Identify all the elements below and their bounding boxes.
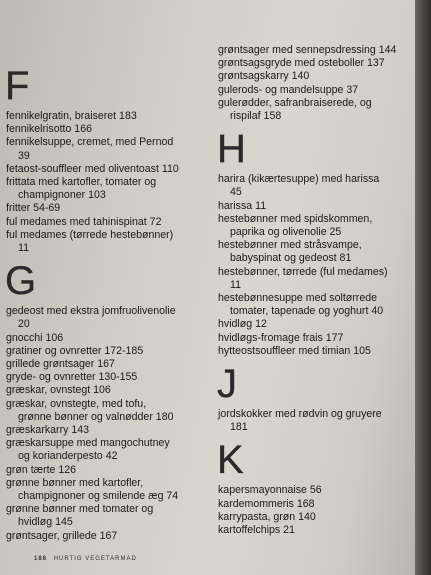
index-entry-continuation: grønne bønner og valnødder 180 (18, 410, 174, 423)
index-entry-text: grøntsagskarry 140 (218, 70, 310, 83)
index-entry-text: grøntsager med sennepsdressing 144 (218, 44, 397, 56)
index-entry-continuation: paprika og olivenolie 25 (230, 226, 342, 239)
index-entry-continuation: babyspinat og gedeost 81 (230, 252, 352, 265)
index-entry (6, 136, 211, 162)
index-entry (218, 239, 414, 265)
index-entry (6, 503, 211, 529)
index-entry-text: frittata med kartofler, tomater og (6, 176, 157, 189)
index-entry-text: hestebønnesuppe med soltørrede (218, 292, 377, 305)
index-entry (6, 123, 211, 136)
index-entry (6, 332, 211, 345)
section-letter: K (217, 438, 244, 483)
index-entry-text: kardemommeris 168 (218, 497, 315, 510)
index-entry (6, 345, 211, 358)
index-entry-text: harissa 11 (218, 199, 267, 212)
index-entry-continuation: 181 (230, 421, 248, 434)
index-entry (218, 200, 414, 213)
index-entry-text: jordskokker med rødvin og gruyere (218, 408, 382, 421)
index-entry-text: grillede grøntsager 167 (6, 358, 115, 371)
index-entry (6, 305, 211, 331)
index-entry (218, 511, 414, 524)
index-entry-text: harira (kikærtesuppe) med harissa (218, 173, 380, 186)
index-entry-text: fennikelrisotto 166 (6, 123, 92, 136)
index-entry-text: gedeost med ekstra jomfruolivenolie (6, 305, 176, 318)
index-entry (218, 84, 414, 97)
index-entry (6, 530, 211, 543)
index-entry-continuation: rispilaf 158 (230, 110, 282, 123)
index-entry-continuation: og korianderpesto 42 (18, 450, 118, 463)
index-entry-text: grønne bønner med tomater og (6, 503, 154, 516)
index-entry-text: gulerods- og mandelsuppe 37 (218, 83, 359, 96)
section-letter: F (5, 64, 30, 108)
section-letter: G (5, 259, 37, 304)
index-entry (218, 292, 414, 318)
index-entry-text: hestebønner med spidskommen, (218, 212, 373, 225)
index-entry-text: gnocchi 106 (6, 331, 64, 344)
index-entry (6, 424, 211, 437)
index-entry (6, 464, 211, 477)
index-entry (6, 398, 211, 424)
index-entry (6, 384, 211, 397)
index-entry (6, 216, 211, 229)
index-entry-continuation: 39 (18, 149, 30, 162)
index-entry (218, 70, 414, 83)
index-entry-text: ful medames (tørrede hestebønner) (6, 228, 174, 241)
index-entry-text: fennikelgratin, braiseret 183 (6, 110, 137, 122)
index-entry-continuation: champignoner og smilende æg 74 (18, 490, 179, 503)
index-entry-text: hvidløg 12 (218, 318, 267, 331)
index-entry-text: kapersmayonnaise 56 (218, 484, 322, 497)
index-entry (6, 163, 211, 176)
index-entry-text: hestebønner, tørrede (ful medames) (218, 265, 388, 278)
index-entry-text: grøntsager, grillede 167 (6, 529, 118, 542)
index-entry-continuation: hvidløg 145 (18, 516, 73, 529)
index-entry-text: græskar, ovnstegte, med tofu, (6, 397, 147, 410)
index-entry (6, 176, 211, 202)
index-column-right (218, 44, 414, 537)
index-entry (218, 524, 414, 537)
index-entry (218, 408, 414, 434)
section-letter: J (217, 362, 237, 407)
index-entry (218, 498, 414, 511)
index-entry-text: fritter 54-69 (6, 202, 61, 215)
index-entry-continuation: champignoner 103 (18, 189, 106, 202)
index-entry-text: hestebønner med stråsvampe, (218, 239, 362, 252)
index-entry (218, 484, 414, 497)
page-number: 188 (34, 556, 48, 562)
index-entry (6, 371, 211, 384)
book-spine-shadow (415, 0, 431, 575)
index-entry-continuation: tomater, tapenade og yoghurt 40 (230, 305, 384, 318)
index-entry-text: fetaost-souffleer med oliventoast 110 (6, 162, 179, 175)
index-entry (218, 345, 414, 358)
index-entry (218, 57, 414, 70)
index-entry-text: gratiner og ovnretter 172-185 (6, 344, 144, 357)
index-entry (6, 202, 211, 215)
index-entry-continuation: 45 (230, 186, 242, 199)
index-entry (6, 229, 211, 255)
index-entry (6, 358, 211, 371)
index-column-left (6, 60, 211, 543)
index-entry-continuation: 11 (18, 242, 29, 255)
index-entry-text: gulerødder, safranbraiserede, og (218, 96, 372, 109)
index-entry (6, 110, 211, 123)
index-entry-continuation: 11 (230, 278, 241, 291)
index-entry-text: græskarkarry 143 (6, 424, 90, 437)
section-letter: H (217, 127, 246, 172)
index-entry (218, 332, 414, 345)
index-entry-text: hvidløgs-fromage frais 177 (218, 331, 344, 344)
index-entry (218, 44, 414, 57)
index-entry (6, 477, 211, 503)
index-entry-text: kartoffelchips 21 (218, 524, 295, 537)
index-entry-text: græskar, ovnstegt 106 (6, 384, 111, 397)
page-footer (34, 556, 137, 562)
index-entry-text: karrypasta, grøn 140 (218, 510, 316, 523)
index-entry-continuation: 20 (18, 318, 30, 331)
index-entry (218, 213, 414, 239)
index-entry-text: grønne bønner med kartofler, (6, 476, 144, 489)
index-entry (218, 318, 414, 331)
index-entry-text: ful medames med tahinispinat 72 (6, 215, 162, 228)
book-title: HURTIG VEGETARMAD (53, 556, 137, 562)
index-entry (218, 173, 414, 199)
index-entry-text: græskarsuppe med mangochutney (6, 437, 170, 450)
index-entry-text: grøn tærte 126 (6, 463, 77, 476)
index-entry (218, 97, 414, 123)
index-entry (6, 437, 211, 463)
index-entry-text: hytteostsoufflеer med timian 105 (218, 344, 371, 357)
index-entry (218, 266, 414, 292)
index-entry-text: fennikelsuppe, cremet, med Pernod (6, 136, 174, 149)
index-entry-text: gryde- og ovnretter 130-155 (6, 371, 138, 384)
index-entry-text: grøntsagsgryde med osteboller 137 (218, 57, 385, 70)
